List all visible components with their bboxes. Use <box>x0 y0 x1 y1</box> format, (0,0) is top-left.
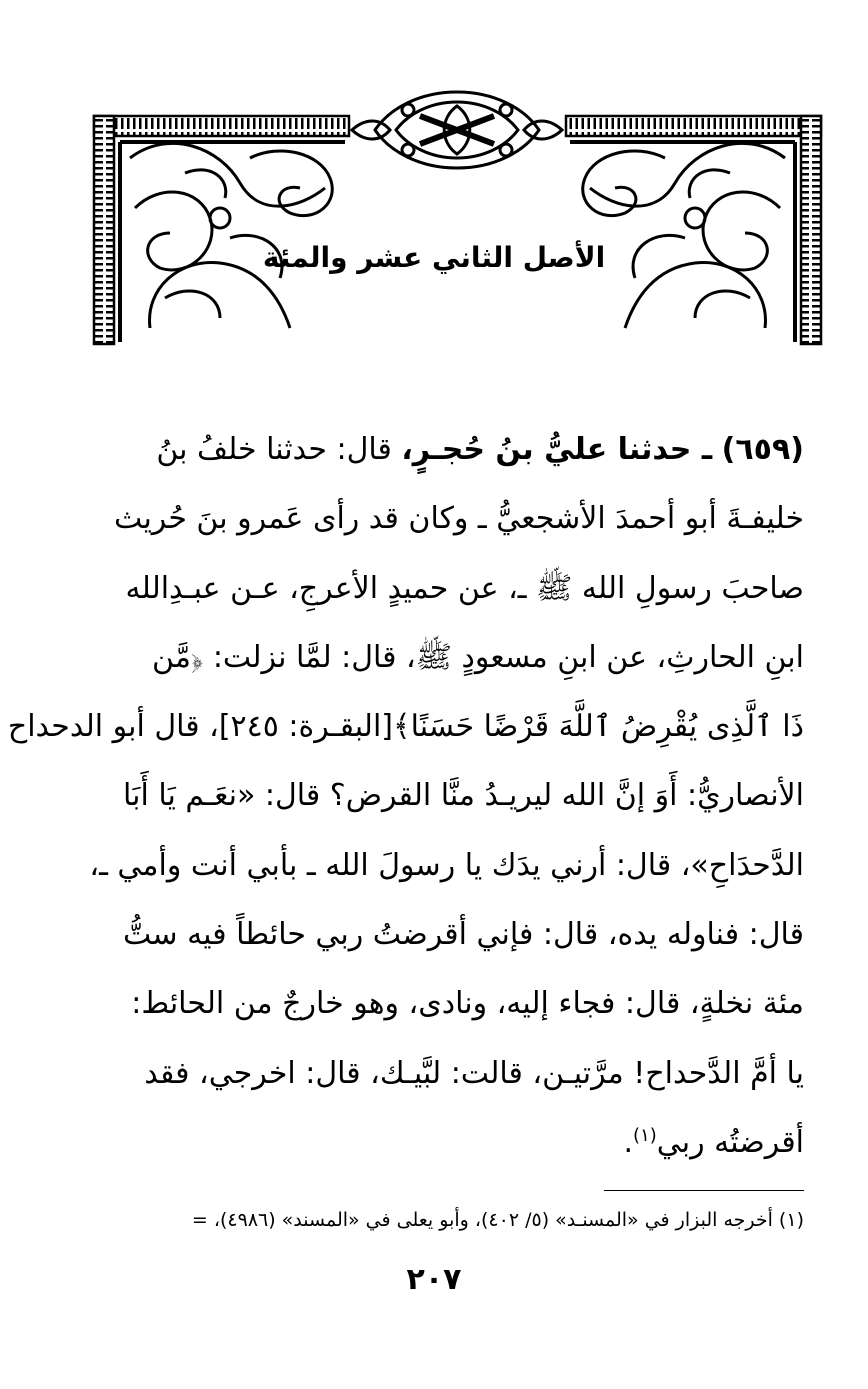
line11-text: أقرضتُه ربي <box>656 1124 804 1160</box>
quran-verse: ذَا ٱلَّذِى يُقْرِضُ ٱللَّهَ قَرْضًا حَسَنًا﴾ <box>393 709 804 745</box>
text-line <box>66 415 804 484</box>
text-line: يا أمَّ الدَّحداح! مرَّتيـن، قالت: لبَّيـك، قال: اخرجي، فقد <box>144 1055 804 1091</box>
narrator-intro: ـ حدثنا عليُّ بنُ حُجـرٍ، <box>401 432 713 467</box>
text-line: مئة نخلةٍ، قال: فجاء إليه، ونادى، وهو خارجٌ من الحائط: <box>131 986 804 1022</box>
hadith-text <box>7 415 804 1177</box>
text-line <box>7 692 804 761</box>
text-line: صاحبَ رسولِ الله ﷺ ـ، عن حميدٍ الأعرجِ، عـن عبـدِالله <box>125 570 804 606</box>
text-line: الأنصاريُّ: أَوَ إنَّ الله ليريـدُ منَّا القرض؟ قال: «نعَـم يَا أَبَا <box>123 778 804 814</box>
left-corner-ornament <box>94 116 349 344</box>
footnote-reference[interactable]: (١) <box>633 1124 657 1146</box>
center-medallion-ornament <box>352 92 562 168</box>
text-line <box>66 1108 804 1177</box>
line5-rest: [البقـرة: ٢٤٥]، قال أبو الدحداح <box>7 709 393 745</box>
footnote-divider <box>604 1190 804 1191</box>
text-line: الدَّحدَاحِ»، قال: أرني يدَك يا رسولَ الله ـ بأبي أنت وأمي ـ، <box>89 847 804 883</box>
right-corner-ornament <box>566 116 821 344</box>
header-ornament <box>90 88 825 346</box>
text-line: خليفـةَ أبو أحمدَ الأشجعيُّ ـ وكان قد رأى عَمرو بنَ حُريث <box>113 501 804 537</box>
footnote-text: (١) أخرجه البزار في «المسنـد» (٥/ ٤٠٢)، وأبو يعلى في «المسند» (٤٩٨٦)، = <box>191 1209 804 1231</box>
text-line: ابنِ الحارثِ، عن ابنِ مسعودٍ ﷺ، قال: لمَّا نزلت: ﴿مَّن <box>152 639 804 675</box>
text-line: قال: فناوله يده، قال: فإني أقرضتُ ربي حائطاً فيه ستُّ <box>122 917 804 953</box>
chapter-title: الأصل الثاني عشر والمئة <box>262 241 606 274</box>
line1-rest: قال: حدثنا خلفُ بنُ <box>156 432 392 467</box>
line11-end: . <box>623 1124 634 1160</box>
hadith-number: (٦٥٩) <box>721 432 804 467</box>
page-number: ٢٠٧ <box>406 1262 462 1297</box>
